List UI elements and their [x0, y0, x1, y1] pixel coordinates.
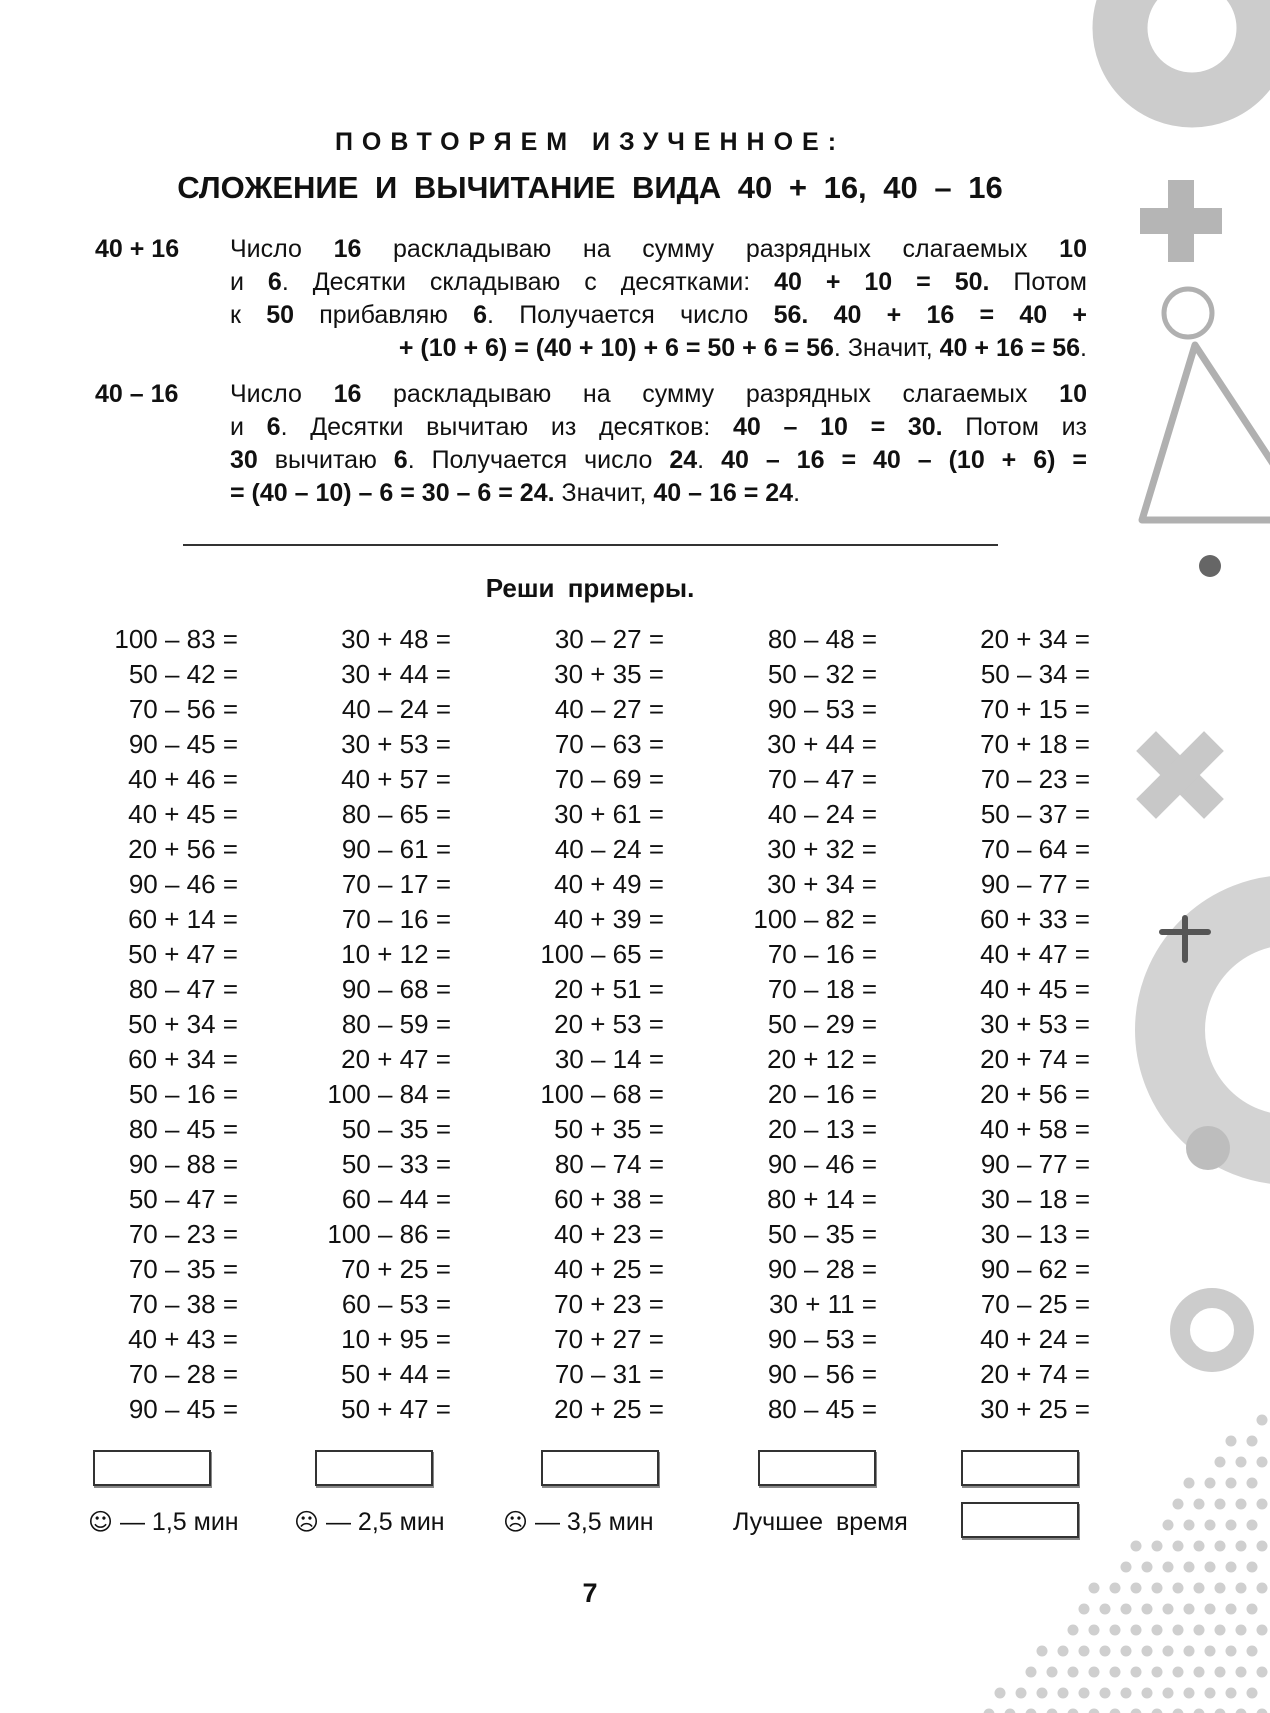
exercise-item: 30 + 11 =: [769, 1289, 877, 1319]
exercise-item: 90 – 46 =: [128, 869, 238, 899]
exercise-item: 50 + 34 =: [128, 1009, 238, 1039]
exercise-item: 100 – 68 =: [540, 1079, 664, 1109]
sad-face-icon: ☹: [503, 1508, 529, 1536]
explanation-label: 40 + 16: [95, 235, 180, 263]
exercise-item: 60 – 44 =: [341, 1184, 451, 1214]
exercise-column: [942, 622, 1155, 1427]
exercise-item: 70 – 17 =: [341, 869, 451, 899]
exercise-item: 30 + 53 =: [980, 1009, 1090, 1039]
legend-text: — 1,5 мин: [119, 1508, 239, 1536]
smile-face-icon: ☺: [88, 1508, 114, 1536]
exercise-item: 40 – 24 =: [767, 799, 877, 829]
exercise-item: 70 – 31 =: [554, 1359, 664, 1389]
exercise-item: 50 – 29 =: [767, 1009, 877, 1039]
exercise-item: 40 + 45 =: [980, 974, 1090, 1004]
exercise-item: 80 – 65 =: [341, 799, 451, 829]
exercise-item: 50 – 33 =: [341, 1149, 451, 1179]
time-legend: [88, 1502, 1098, 1542]
dot-shape: [1199, 555, 1221, 577]
exercise-item: 70 – 63 =: [554, 729, 664, 759]
exercise-item: 40 + 47 =: [980, 939, 1090, 969]
exercise-item: 70 + 25 =: [341, 1254, 451, 1284]
legend-item-medium: [294, 1502, 445, 1542]
exercise-item: 50 – 47 =: [128, 1184, 238, 1214]
explanation-addition: [95, 233, 1087, 365]
triangle-shape: [1142, 345, 1270, 520]
explanation-line: Число 16 раскладываю на сумму разрядных слагаемых 10: [230, 235, 1087, 263]
exercise-item: 60 – 53 =: [341, 1289, 451, 1319]
time-box-3[interactable]: [541, 1450, 659, 1486]
legend-text: — 3,5 мин: [534, 1508, 654, 1536]
exercise-item: 70 – 16 =: [341, 904, 451, 934]
explanation-subtraction: [95, 378, 1087, 510]
exercise-item: 90 – 46 =: [767, 1149, 877, 1179]
exercise-item: 20 + 53 =: [554, 1009, 664, 1039]
exercise-item: 70 – 23 =: [980, 764, 1090, 794]
time-box-2[interactable]: [315, 1450, 433, 1486]
exercise-item: 70 – 69 =: [554, 764, 664, 794]
best-time-label: Лучшее время: [733, 1508, 908, 1536]
exercise-item: 70 + 23 =: [554, 1289, 664, 1319]
exercise-item: 30 + 53 =: [341, 729, 451, 759]
exercise-item: 70 – 18 =: [767, 974, 877, 1004]
exercise-item: 30 – 18 =: [980, 1184, 1090, 1214]
legend-text: — 2,5 мин: [325, 1508, 445, 1536]
exercise-item: 100 – 65 =: [540, 939, 664, 969]
exercise-item: 80 + 14 =: [767, 1184, 877, 1214]
exercise-item: 70 – 28 =: [128, 1359, 238, 1389]
answer-boxes: [93, 1450, 1093, 1486]
exercise-item: 70 + 27 =: [554, 1324, 664, 1354]
exercise-item: 30 + 34 =: [767, 869, 877, 899]
exercise-item: 80 – 47 =: [128, 974, 238, 1004]
exercise-item: 50 – 35 =: [341, 1114, 451, 1144]
exercise-item: 50 – 35 =: [767, 1219, 877, 1249]
exercise-item: 30 + 32 =: [767, 834, 877, 864]
time-box-4[interactable]: [758, 1450, 876, 1486]
exercise-item: 90 – 53 =: [767, 1324, 877, 1354]
exercise-item: 40 + 25 =: [554, 1254, 664, 1284]
gray-dot-shape: [1186, 1126, 1230, 1170]
page-title: СЛОЖЕНИЕ И ВЫЧИТАНИЕ ВИДА 40 + 16, 40 – 16: [177, 170, 1003, 205]
exercise-item: 60 + 38 =: [554, 1184, 664, 1214]
exercise-item: 50 + 44 =: [341, 1359, 451, 1389]
exercise-item: 30 + 48 =: [341, 624, 451, 654]
explanation-label: 40 – 16: [95, 380, 179, 408]
exercise-item: 50 – 37 =: [980, 799, 1090, 829]
divider: [183, 544, 998, 546]
legend-item-fast: [88, 1502, 239, 1542]
explanation-text: [230, 233, 1087, 365]
exercise-item: 70 – 25 =: [980, 1289, 1090, 1319]
exercise-item: 70 + 15 =: [980, 694, 1090, 724]
exercise-item: 70 + 18 =: [980, 729, 1090, 759]
exercise-item: 40 + 46 =: [128, 764, 238, 794]
exercise-item: 50 + 35 =: [554, 1114, 664, 1144]
exercise-item: 30 + 44 =: [767, 729, 877, 759]
ring-bottom-shape: [1180, 1298, 1244, 1362]
section-kicker: ПОВТОРЯЕМ ИЗУЧЕННОЕ:: [334, 128, 846, 156]
exercise-item: 50 – 34 =: [980, 659, 1090, 689]
neutral-face-icon: ☹: [294, 1508, 320, 1536]
exercise-item: 40 – 27 =: [554, 694, 664, 724]
exercise-item: 20 + 74 =: [980, 1359, 1090, 1389]
exercise-item: 90 – 53 =: [767, 694, 877, 724]
exercise-item: 70 – 38 =: [128, 1289, 238, 1319]
exercise-item: 20 + 25 =: [554, 1394, 664, 1424]
exercise-item: 30 – 27 =: [554, 624, 664, 654]
exercise-item: 10 + 12 =: [341, 939, 451, 969]
ring-top-shape: [1120, 0, 1264, 100]
exercise-item: 80 – 74 =: [554, 1149, 664, 1179]
exercise-item: 80 – 45 =: [128, 1114, 238, 1144]
exercise-item: 70 – 35 =: [128, 1254, 238, 1284]
explanation-line: 30 вычитаю 6. Получается число 24. 40 – 16 = 40 – (10 + 6) =: [230, 446, 1087, 474]
exercise-item: 40 + 23 =: [554, 1219, 664, 1249]
exercise-item: 30 – 14 =: [554, 1044, 664, 1074]
exercise-item: 90 – 62 =: [980, 1254, 1090, 1284]
exercise-item: 30 + 44 =: [341, 659, 451, 689]
exercise-item: 90 – 45 =: [128, 1394, 238, 1424]
explanation-line: + (10 + 6) = (40 + 10) + 6 = 50 + 6 = 56. Значит, 40 + 16 = 56.: [398, 334, 1087, 362]
exercise-item: 30 + 35 =: [554, 659, 664, 689]
exercise-item: 70 – 16 =: [767, 939, 877, 969]
exercise-item: 40 – 24 =: [341, 694, 451, 724]
exercise-column: [90, 622, 303, 1427]
exercise-column: [729, 622, 942, 1427]
exercise-item: 20 + 51 =: [554, 974, 664, 1004]
exercise-item: 60 + 14 =: [128, 904, 238, 934]
exercise-item: 50 – 16 =: [128, 1079, 238, 1109]
exercise-item: 20 + 56 =: [980, 1079, 1090, 1109]
exercise-item: 50 + 47 =: [341, 1394, 451, 1424]
exercise-item: 10 + 95 =: [341, 1324, 451, 1354]
exercise-item: 20 + 34 =: [980, 624, 1090, 654]
exercise-item: 40 – 24 =: [554, 834, 664, 864]
exercise-item: 20 + 12 =: [767, 1044, 877, 1074]
exercise-item: 60 + 33 =: [980, 904, 1090, 934]
exercise-item: 90 – 28 =: [767, 1254, 877, 1284]
exercise-item: 90 – 56 =: [767, 1359, 877, 1389]
exercise-item: 90 – 77 =: [980, 1149, 1090, 1179]
large-ring-arc-shape: [1170, 910, 1270, 1150]
exercise-item: 20 + 47 =: [341, 1044, 451, 1074]
explanation-line: Число 16 раскладываю на сумму разрядных слагаемых 10: [230, 380, 1087, 408]
explanation-line: = (40 – 10) – 6 = 30 – 6 = 24. Значит, 40 – 16 = 24.: [230, 479, 801, 507]
time-box-1[interactable]: [93, 1450, 211, 1486]
exercise-item: 80 – 59 =: [341, 1009, 451, 1039]
exercise-item: 20 – 13 =: [767, 1114, 877, 1144]
plus-shape-dark: [1162, 918, 1208, 960]
exercise-item: 90 – 77 =: [980, 869, 1090, 899]
exercise-item: 20 – 16 =: [767, 1079, 877, 1109]
exercise-column: [303, 622, 516, 1427]
exercise-item: 50 + 47 =: [128, 939, 238, 969]
exercise-item: 100 – 83 =: [114, 624, 238, 654]
exercise-column: [516, 622, 729, 1427]
exercise-item: 70 – 47 =: [767, 764, 877, 794]
small-ring-shape: [1164, 289, 1212, 337]
exercise-item: 100 – 84 =: [327, 1079, 451, 1109]
exercise-item: 90 – 45 =: [128, 729, 238, 759]
exercise-item: 50 – 32 =: [767, 659, 877, 689]
exercise-item: 60 + 34 =: [128, 1044, 238, 1074]
exercise-item: 40 + 57 =: [341, 764, 451, 794]
exercise-item: 100 – 82 =: [753, 904, 877, 934]
explanation-line: к 50 прибавляю 6. Получается число 56. 40 + 16 = 40 +: [230, 301, 1088, 329]
exercise-item: 80 – 48 =: [767, 624, 877, 654]
legend-item-slow: [503, 1502, 654, 1542]
explanation-line: и 6. Десятки складываю с десятками: 40 + 10 = 50. Потом: [230, 268, 1087, 296]
exercise-item: 90 – 88 =: [128, 1149, 238, 1179]
time-box-5[interactable]: [961, 1450, 1079, 1486]
exercise-item: 70 – 64 =: [980, 834, 1090, 864]
exercise-item: 30 – 13 =: [980, 1219, 1090, 1249]
exercise-item: 40 + 58 =: [980, 1114, 1090, 1144]
exercise-item: 40 + 49 =: [554, 869, 664, 899]
exercise-item: 40 + 24 =: [980, 1324, 1090, 1354]
exercise-item: 70 – 23 =: [128, 1219, 238, 1249]
exercise-item: 40 + 39 =: [554, 904, 664, 934]
exercise-grid: [90, 622, 1155, 1427]
task-title: Реши примеры.: [485, 573, 695, 603]
best-time-box[interactable]: [961, 1502, 1079, 1538]
exercise-item: 90 – 68 =: [341, 974, 451, 1004]
exercise-item: 80 – 45 =: [767, 1394, 877, 1424]
exercise-item: 20 + 74 =: [980, 1044, 1090, 1074]
explanation-line: и 6. Десятки вычитаю из десятков: 40 – 10 = 30. Потом из: [230, 413, 1088, 441]
exercise-item: 70 – 56 =: [128, 694, 238, 724]
explanation-text: [230, 378, 1087, 510]
exercise-item: 100 – 86 =: [327, 1219, 451, 1249]
page-number: 7: [582, 1578, 598, 1608]
exercise-item: 20 + 56 =: [128, 834, 238, 864]
exercise-item: 50 – 42 =: [128, 659, 238, 689]
exercise-item: 40 + 43 =: [128, 1324, 238, 1354]
exercise-item: 40 + 45 =: [128, 799, 238, 829]
exercise-item: 30 + 61 =: [554, 799, 664, 829]
exercise-item: 90 – 61 =: [341, 834, 451, 864]
exercise-item: 30 + 25 =: [980, 1394, 1090, 1424]
